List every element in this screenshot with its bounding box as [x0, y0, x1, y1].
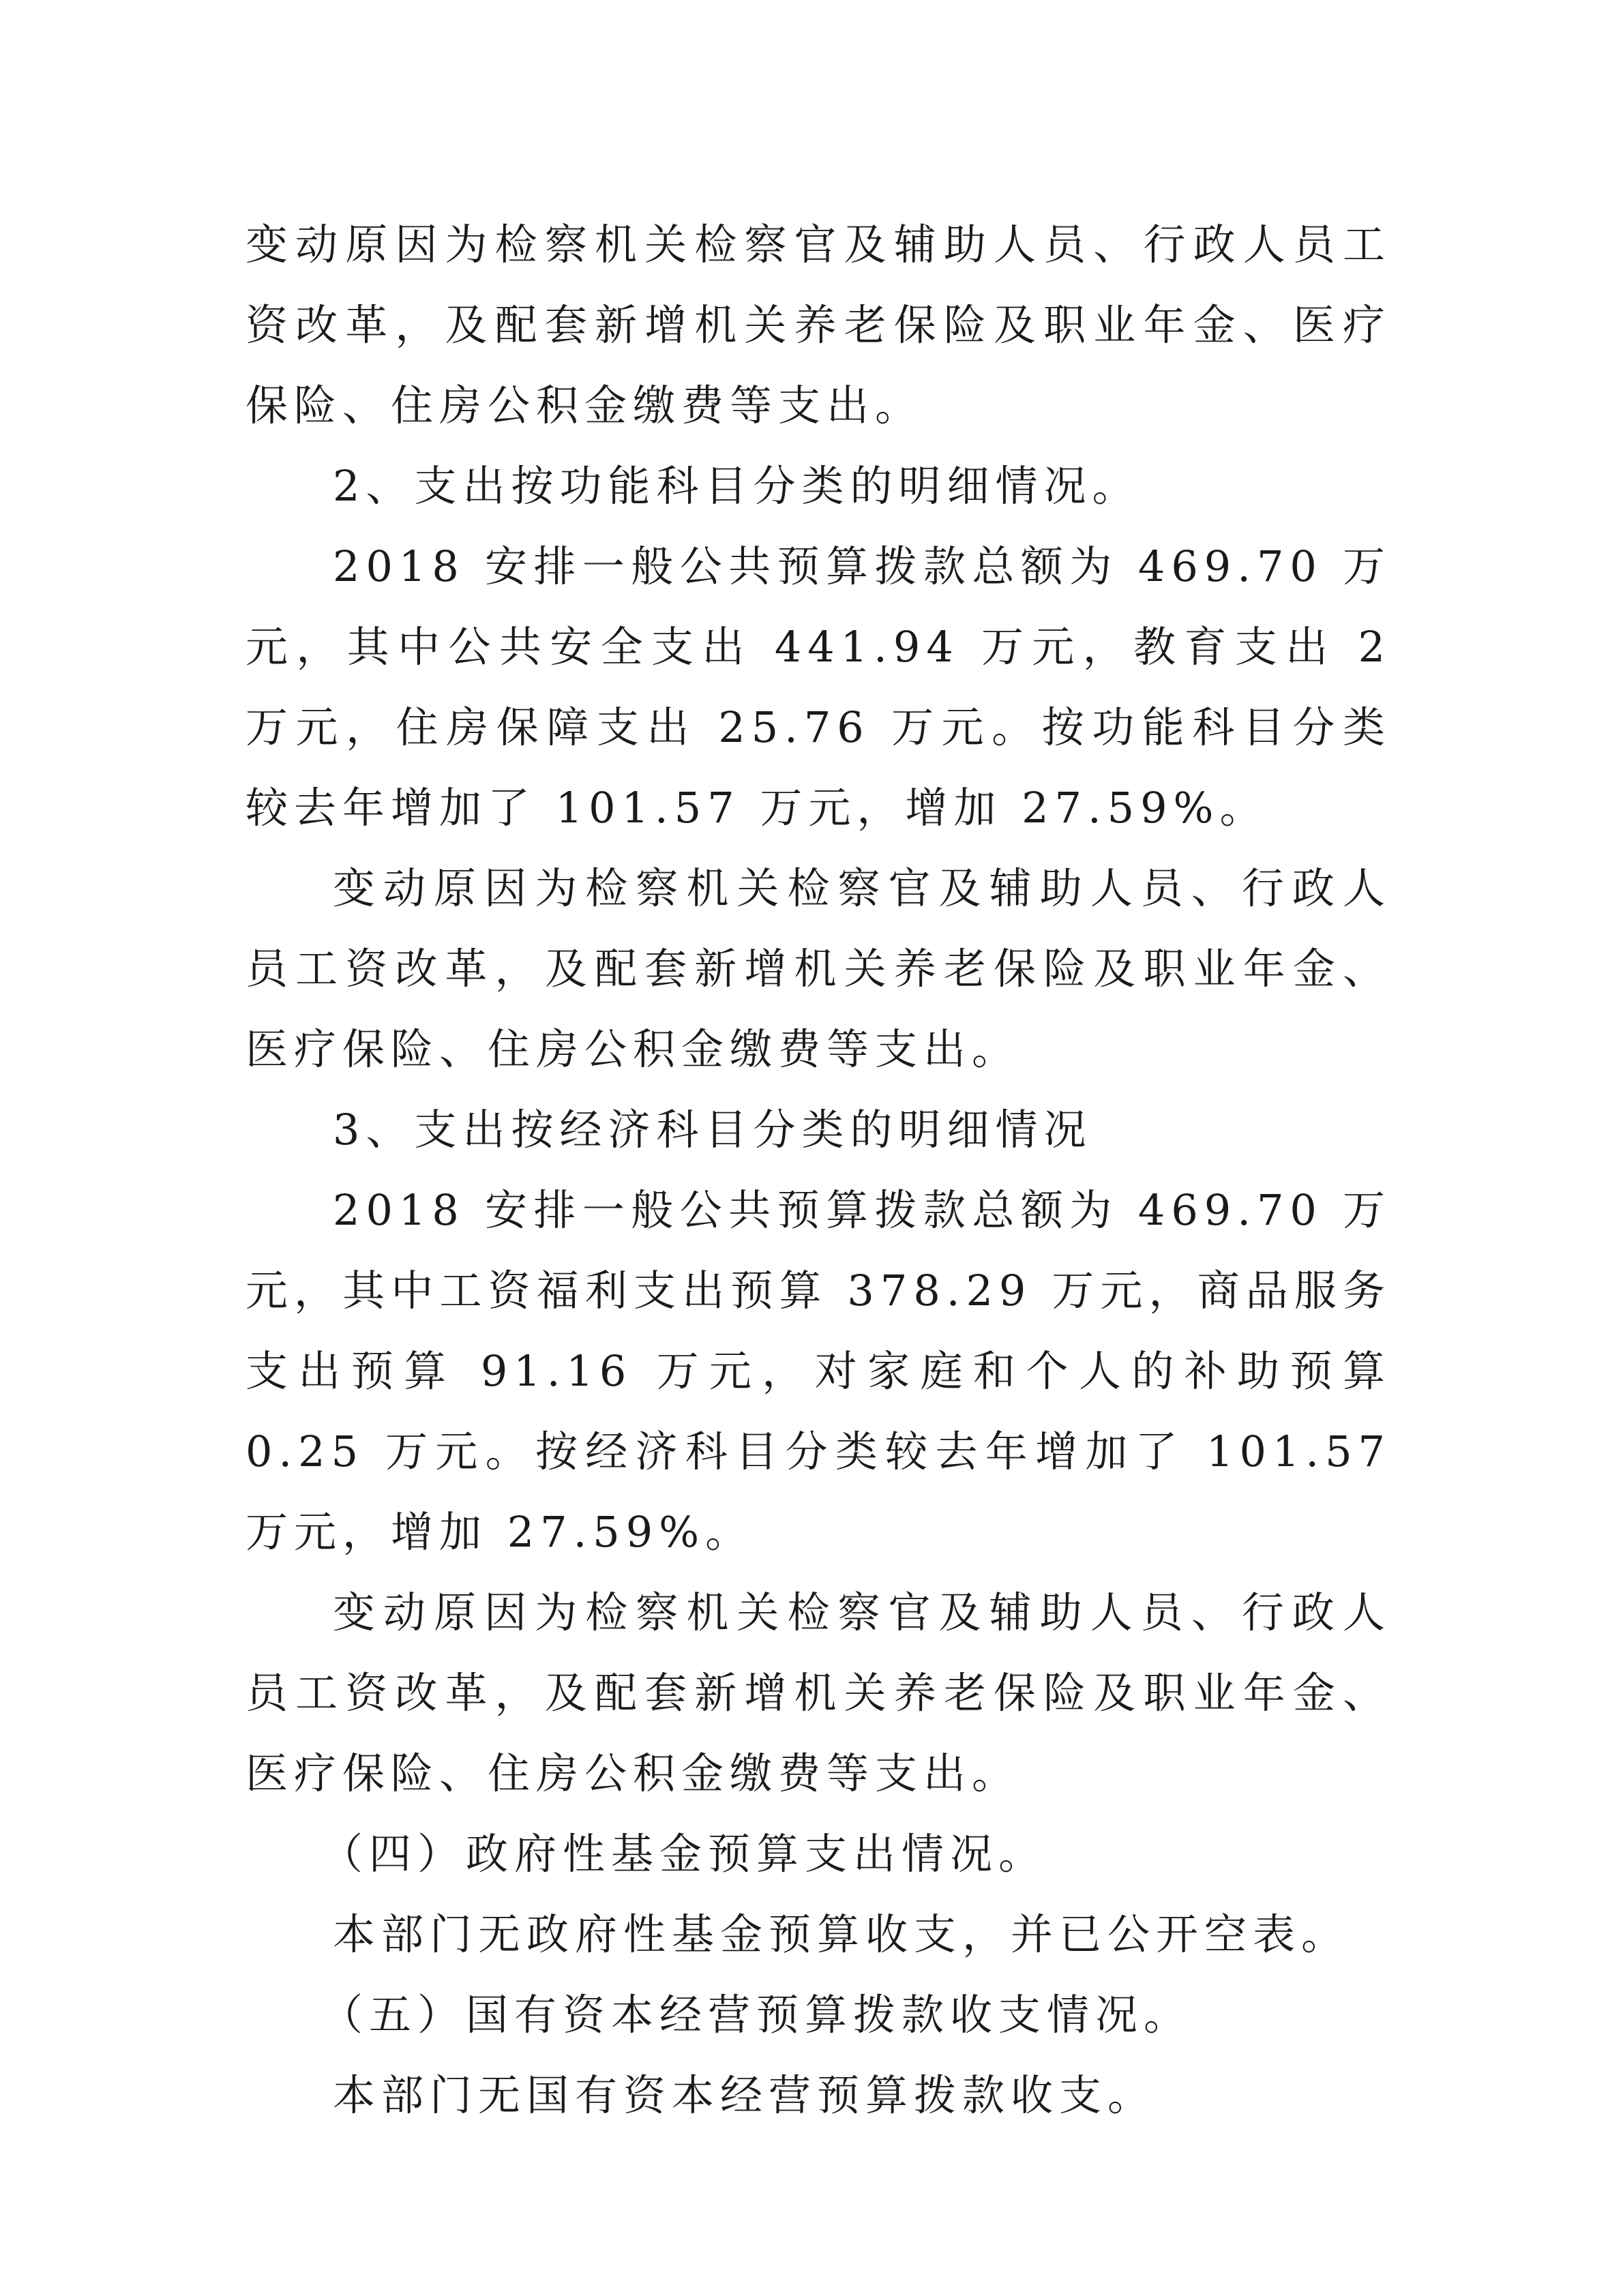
item-heading-functional-classification: 2、支出按功能科目分类的明细情况。	[333, 461, 1141, 511]
paragraph-state-capital-none: 本部门无国有资本经营预算拨款收支。	[333, 2070, 1157, 2120]
section-heading-government-fund: （四）政府性基金预算支出情况。	[321, 1829, 1047, 1879]
paragraph-functional-change-reason: 变动原因为检察机关检察官及辅助人员、行政人员工资改革，及配套新增机关养老保险及职业年金、医疗保险、住房公积金缴费等支出。	[245, 863, 1391, 1074]
paragraph-economic-budget-total: 2018 安排一般公共预算拨款总额为 469.70 万元，其中工资福利支出预算 378.29 万元，商品服务支出预算 91.16 万元，对家庭和个人的补助预算 0.25 万元。按经济科目分类较去年增加了 101.57 万元，增加 27.59%。	[245, 1185, 1391, 1557]
paragraph-government-fund-none: 本部门无政府性基金预算收支，并已公开空表。	[333, 1909, 1350, 1959]
paragraph-functional-budget-total: 2018 安排一般公共预算拨款总额为 469.70 万元，其中公共安全支出 441.94 万元，教育支出 2 万元，住房保障支出 25.76 万元。按功能科目分类较去年增加了 101.57 万元，增加 27.59%。	[245, 541, 1391, 833]
section-heading-state-capital: （五）国有资本经营预算拨款收支情况。	[321, 1990, 1193, 2040]
paragraph-salary-reform-continuation: 变动原因为检察机关检察官及辅助人员、行政人员工资改革，及配套新增机关养老保险及职业年金、医疗保险、住房公积金缴费等支出。	[245, 220, 1391, 430]
paragraph-economic-change-reason: 变动原因为检察机关检察官及辅助人员、行政人员工资改革，及配套新增机关养老保险及职业年金、医疗保险、住房公积金缴费等支出。	[245, 1587, 1391, 1798]
item-heading-economic-classification: 3、支出按经济科目分类的明细情况	[333, 1105, 1092, 1154]
document-body	[245, 205, 1391, 2136]
